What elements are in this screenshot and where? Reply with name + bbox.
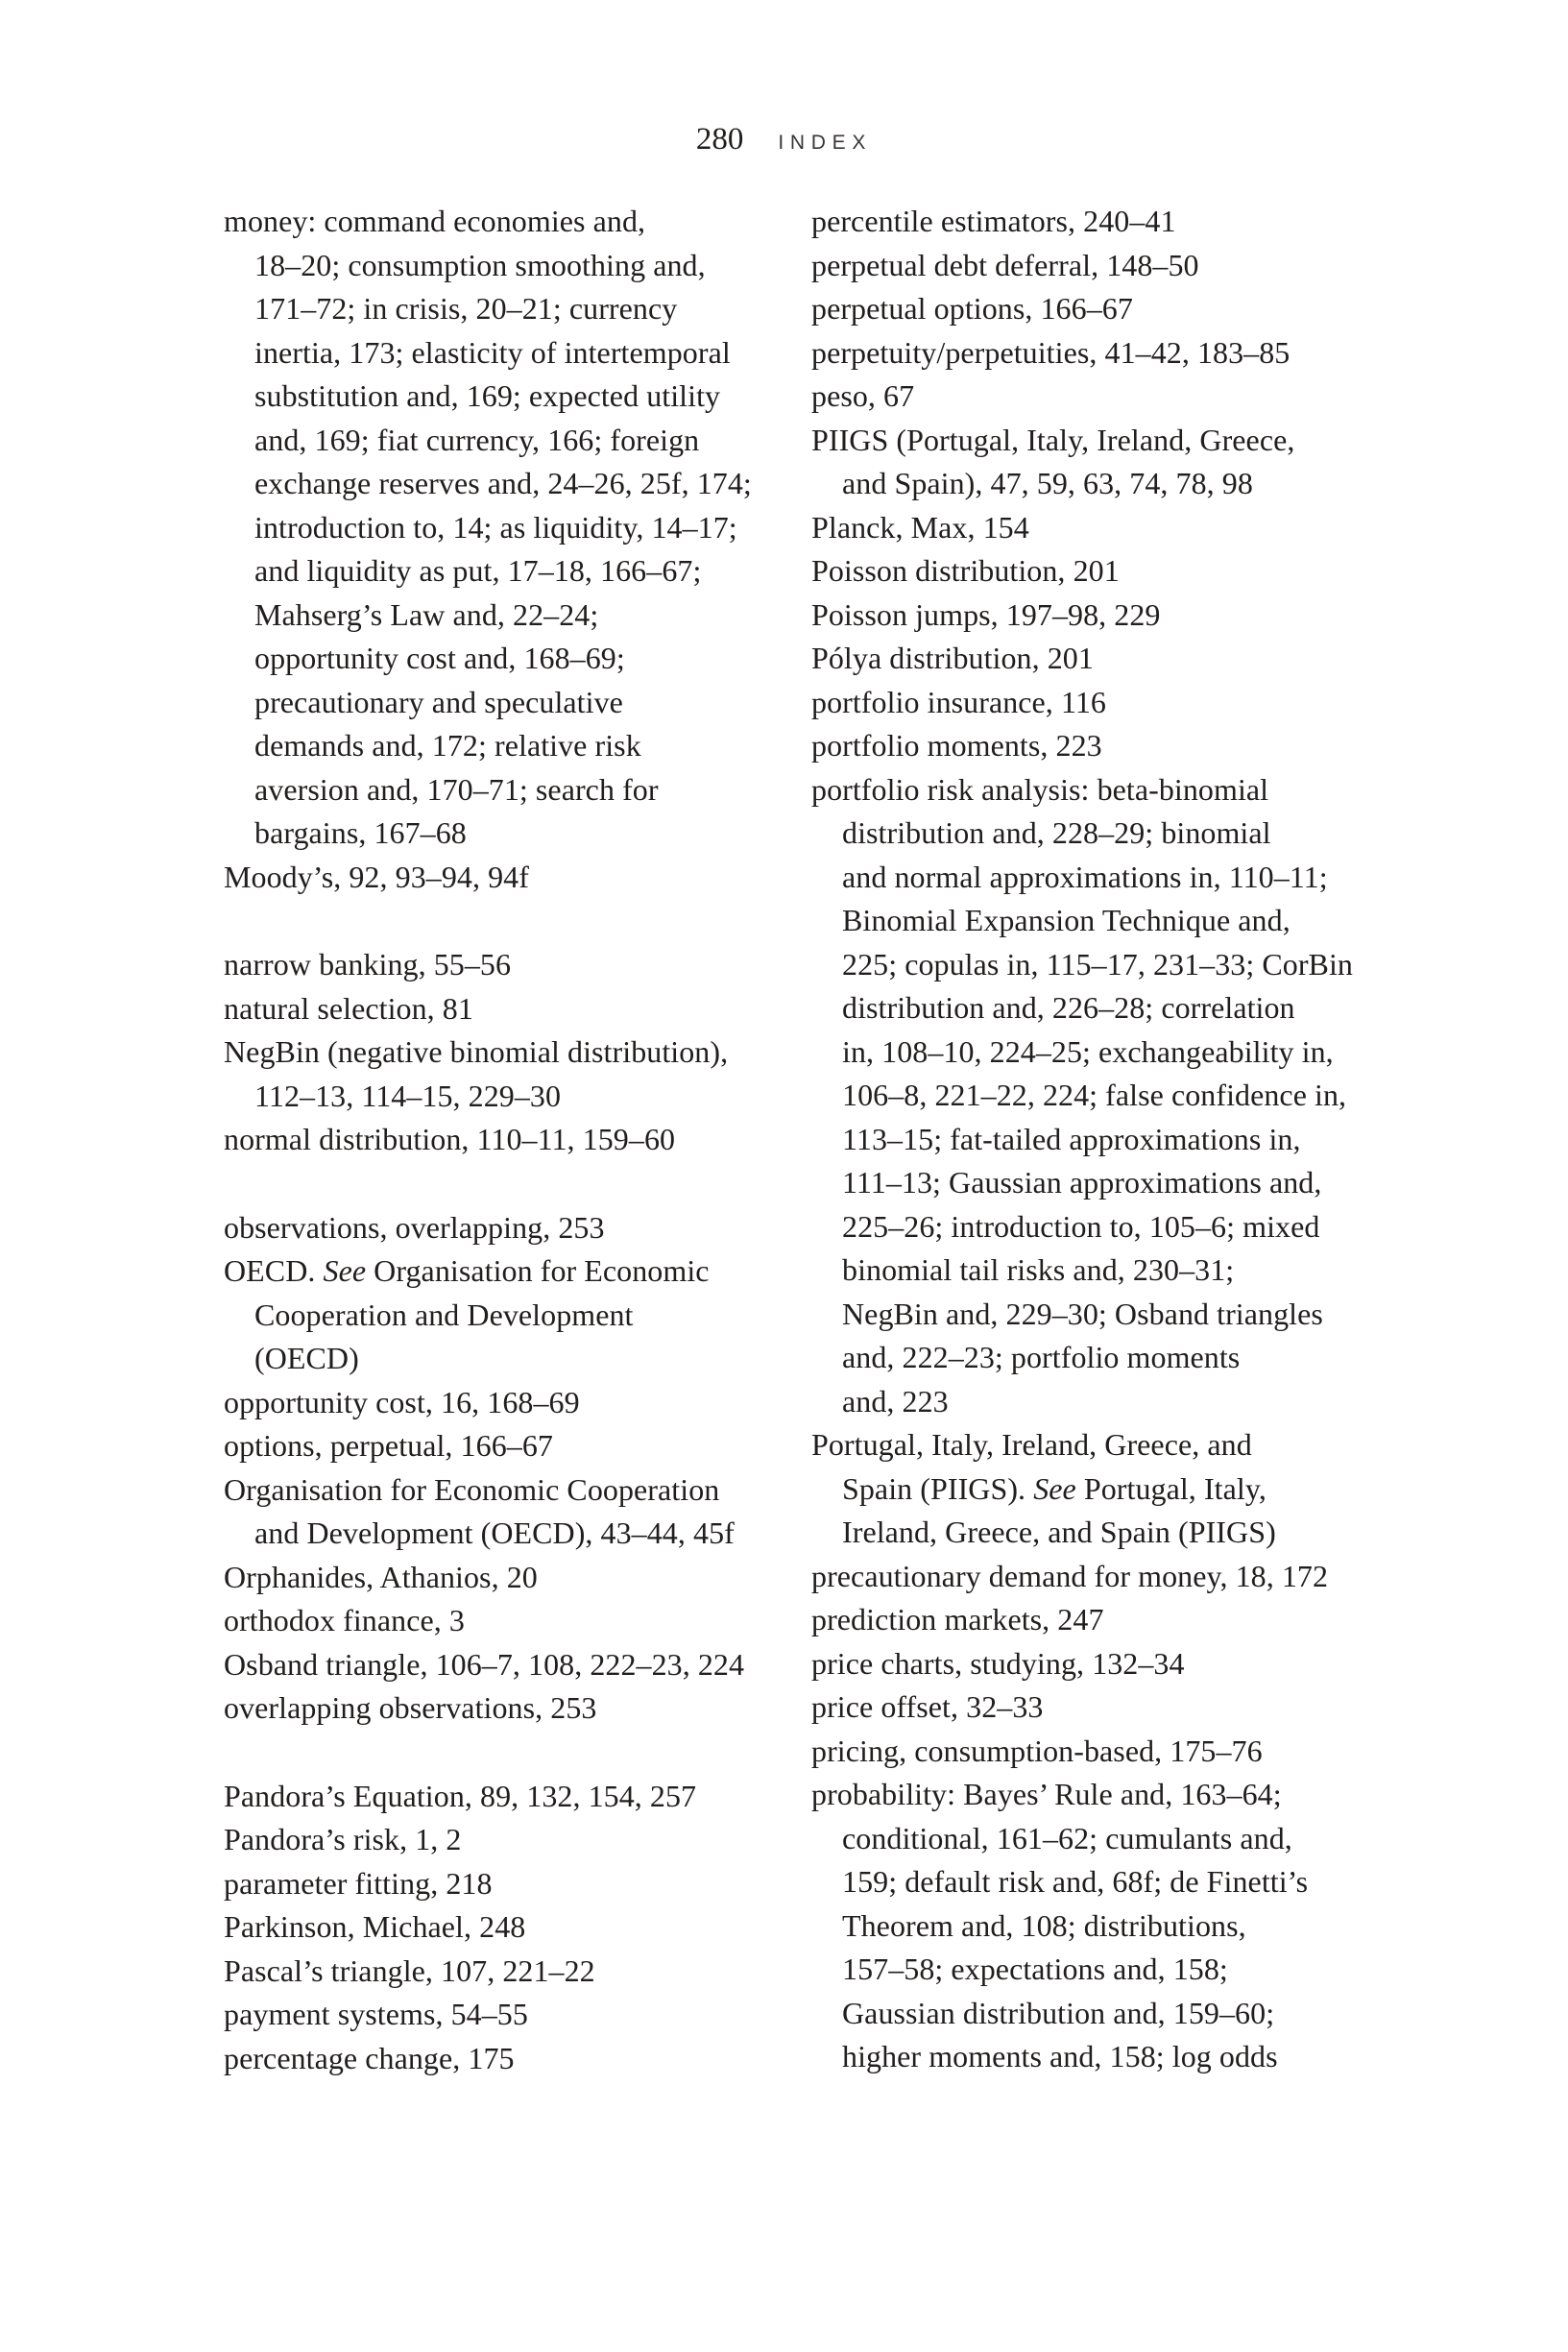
running-head-title: INDEX — [778, 132, 873, 154]
index-line — [811, 1161, 1387, 1205]
index-line — [224, 1599, 800, 1643]
running-head — [0, 124, 1568, 156]
index-line — [224, 1775, 800, 1819]
index-text: Osband triangle, 106–7, 108, 222–23, 224 — [224, 1646, 745, 1682]
index-line — [224, 200, 800, 244]
index-line — [811, 856, 1387, 900]
index-line — [811, 462, 1387, 506]
index-text: NegBin and, 229–30; Osband triangles — [842, 1296, 1323, 1331]
index-text: 113–15; fat-tailed approximations in, — [842, 1121, 1301, 1156]
index-line — [224, 1818, 800, 1862]
index-line — [224, 1468, 800, 1513]
index-line — [224, 375, 800, 419]
index-line — [224, 287, 800, 331]
index-text: precautionary demand for money, 18, 172 — [811, 1558, 1329, 1593]
index-line — [224, 331, 800, 376]
index-text: substitution and, 169; expected utility — [254, 378, 721, 413]
index-text: 225; copulas in, 115–17, 231–33; CorBin — [842, 946, 1353, 982]
index-line — [811, 1992, 1387, 2036]
index-line — [811, 419, 1387, 463]
index-line — [224, 1118, 800, 1162]
index-line — [224, 724, 800, 768]
index-line — [224, 1337, 800, 1381]
index-text: prediction markets, 247 — [811, 1602, 1104, 1637]
index-text: introduction to, 14; as liquidity, 14–17; — [254, 509, 737, 545]
index-line — [224, 549, 800, 594]
index-text: Organisation for Economic Cooperation — [224, 1471, 720, 1507]
index-line — [224, 244, 800, 288]
index-line — [811, 1467, 1387, 1512]
index-text: 225–26; introduction to, 105–6; mixed — [842, 1208, 1320, 1244]
index-text: perpetuity/perpetuities, 41–42, 183–85 — [811, 334, 1291, 370]
index-line — [811, 549, 1387, 594]
index-text: overlapping observations, 253 — [224, 1690, 597, 1725]
index-text: distribution and, 226–28; correlation — [842, 990, 1295, 1025]
index-text: Pólya distribution, 201 — [811, 641, 1094, 675]
index-line — [811, 1423, 1387, 1467]
index-text: Gaussian distribution and, 159–60; — [842, 1995, 1275, 2030]
index-line — [811, 899, 1387, 943]
index-text: Spain (PIIGS). — [842, 1470, 1034, 1506]
index-text: 159; default risk and, 68f; de Finetti’s — [842, 1864, 1309, 1899]
index-text: pricing, consumption-based, 175–76 — [811, 1733, 1263, 1768]
index-line — [224, 594, 800, 638]
index-line — [811, 1205, 1387, 1249]
index-line — [811, 1598, 1387, 1642]
index-line — [811, 1511, 1387, 1555]
index-text: Pandora’s Equation, 89, 132, 154, 257 — [224, 1778, 697, 1813]
index-text: binomial tail risks and, 230–31; — [842, 1252, 1235, 1287]
index-line — [811, 1817, 1387, 1861]
index-group — [224, 1775, 800, 2081]
index-text: Cooperation and Development — [254, 1297, 634, 1332]
index-line — [811, 1031, 1387, 1075]
index-text: Mahserg’s Law and, 22–24; — [254, 596, 599, 632]
index-line — [811, 244, 1387, 288]
index-text: Organisation for Economic — [366, 1253, 710, 1288]
index-line — [811, 637, 1387, 681]
index-line — [224, 1950, 800, 1994]
index-line — [224, 1294, 800, 1338]
index-line — [811, 200, 1387, 244]
index-line — [224, 419, 800, 463]
index-text: 112–13, 114–15, 229–30 — [254, 1078, 562, 1113]
index-text: inertia, 173; elasticity of intertemporal — [254, 334, 731, 370]
index-text: 111–13; Gaussian approximations and, — [842, 1165, 1322, 1200]
right-column — [811, 200, 1387, 2079]
index-text: OECD. — [224, 1253, 324, 1288]
index-text: Parkinson, Michael, 248 — [224, 1909, 526, 1944]
index-line — [224, 462, 800, 506]
index-line — [811, 943, 1387, 987]
index-line — [224, 1905, 800, 1950]
index-line — [224, 1381, 800, 1425]
index-text: percentile estimators, 240–41 — [811, 204, 1176, 238]
index-line — [811, 1555, 1387, 1599]
index-line — [811, 1380, 1387, 1424]
index-text: options, perpetual, 166–67 — [224, 1428, 553, 1463]
index-text: demands and, 172; relative risk — [254, 728, 641, 763]
index-line — [811, 724, 1387, 768]
index-line — [811, 1118, 1387, 1162]
index-text: opportunity cost and, 168–69; — [254, 641, 625, 675]
index-group — [224, 200, 800, 899]
index-line — [811, 331, 1387, 376]
index-text: and liquidity as put, 17–18, 166–67; — [254, 553, 702, 588]
index-text: Binomial Expansion Technique and, — [842, 903, 1291, 937]
index-line — [811, 1948, 1387, 1992]
index-text: (OECD) — [254, 1341, 359, 1375]
index-line — [811, 1074, 1387, 1118]
index-line — [224, 2037, 800, 2081]
index-text: Planck, Max, 154 — [811, 509, 1029, 545]
index-group — [224, 1206, 800, 1731]
page-number: 280 — [695, 122, 744, 157]
index-text: natural selection, 81 — [224, 990, 473, 1026]
index-line — [224, 812, 800, 856]
index-text: and normal approximations in, 110–11; — [842, 859, 1328, 894]
index-text: probability: Bayes’ Rule and, 163–64; — [811, 1777, 1282, 1811]
index-text: Poisson jumps, 197–98, 229 — [811, 596, 1161, 632]
index-line — [224, 768, 800, 812]
index-text: higher moments and, 158; log odds — [842, 2039, 1278, 2073]
index-text: perpetual options, 166–67 — [811, 291, 1133, 326]
index-text: PIIGS (Portugal, Italy, Ireland, Greece, — [811, 422, 1295, 457]
index-line — [224, 987, 800, 1031]
index-text: conditional, 161–62; cumulants and, — [842, 1820, 1292, 1855]
see-reference: See — [323, 1253, 367, 1288]
index-line — [224, 943, 800, 987]
index-line — [224, 506, 800, 550]
index-text: bargains, 167–68 — [254, 815, 467, 850]
index-text: observations, overlapping, 253 — [224, 1209, 605, 1245]
index-text: aversion and, 170–71; search for — [254, 771, 659, 807]
index-text: and, 223 — [842, 1383, 949, 1418]
index-text: Portugal, Italy, — [1075, 1470, 1266, 1506]
index-text: precautionary and speculative — [254, 684, 623, 719]
left-column — [224, 200, 800, 2080]
index-line — [224, 1556, 800, 1600]
index-line — [224, 1512, 800, 1556]
index-line — [811, 1336, 1387, 1380]
index-text: portfolio insurance, 116 — [811, 684, 1106, 719]
index-line — [811, 1904, 1387, 1949]
index-text: narrow banking, 55–56 — [224, 947, 512, 982]
index-line — [224, 1075, 800, 1119]
index-line — [811, 1730, 1387, 1774]
index-text: payment systems, 54–55 — [224, 1997, 528, 2031]
index-line — [224, 1862, 800, 1906]
index-text: money: command economies and, — [224, 204, 646, 238]
index-line — [811, 681, 1387, 725]
index-line — [224, 1643, 800, 1687]
index-text: Orphanides, Athanios, 20 — [224, 1559, 538, 1594]
index-text: 171–72; in crisis, 20–21; currency — [254, 291, 678, 326]
index-text: and Development (OECD), 43–44, 45f — [254, 1515, 735, 1550]
index-text: Ireland, Greece, and Spain (PIIGS) — [842, 1515, 1276, 1549]
index-text: 157–58; expectations and, 158; — [842, 1952, 1228, 1986]
index-text: peso, 67 — [811, 378, 915, 413]
index-text: and Spain), 47, 59, 63, 74, 78, 98 — [842, 466, 1253, 500]
index-line — [811, 594, 1387, 638]
index-text: portfolio risk analysis: beta-binomial — [811, 771, 1269, 807]
index-line — [224, 856, 800, 900]
index-line — [224, 637, 800, 681]
index-text: distribution and, 228–29; binomial — [842, 815, 1271, 850]
index-text: and, 222–23; portfolio moments — [842, 1340, 1241, 1374]
index-line — [811, 1249, 1387, 1293]
index-text: Pandora’s risk, 1, 2 — [224, 1822, 462, 1856]
index-text: Portugal, Italy, Ireland, Greece, and — [811, 1427, 1252, 1462]
index-text: exchange reserves and, 24–26, 25f, 174; — [254, 466, 752, 500]
index-line — [811, 506, 1387, 550]
index-text: in, 108–10, 224–25; exchangeability in, — [842, 1033, 1334, 1069]
index-line — [811, 1642, 1387, 1686]
index-line — [811, 375, 1387, 419]
index-line — [811, 986, 1387, 1031]
index-line — [811, 812, 1387, 856]
index-text: 106–8, 221–22, 224; false confidence in, — [842, 1078, 1347, 1112]
index-text: opportunity cost, 16, 168–69 — [224, 1384, 580, 1419]
index-line — [811, 287, 1387, 331]
index-text: perpetual debt deferral, 148–50 — [811, 247, 1199, 282]
index-line — [224, 1206, 800, 1250]
index-text: and, 169; fiat currency, 166; foreign — [254, 422, 700, 457]
index-text: price offset, 32–33 — [811, 1689, 1044, 1724]
index-line — [811, 1685, 1387, 1730]
index-line — [811, 768, 1387, 812]
index-text: Poisson distribution, 201 — [811, 553, 1120, 588]
index-text: parameter fitting, 218 — [224, 1865, 493, 1901]
see-reference: See — [1033, 1470, 1076, 1506]
index-line — [224, 681, 800, 725]
index-text: portfolio moments, 223 — [811, 728, 1102, 763]
index-text: Theorem and, 108; distributions, — [842, 1907, 1246, 1943]
index-text: 18–20; consumption smoothing and, — [254, 247, 706, 282]
index-group — [811, 200, 1387, 2079]
index-text: Moody’s, 92, 93–94, 94f — [224, 859, 529, 894]
index-text: orthodox finance, 3 — [224, 1603, 465, 1637]
index-group — [224, 943, 800, 1162]
index-line — [224, 1031, 800, 1075]
index-line — [811, 2035, 1387, 2079]
index-line — [224, 1249, 800, 1294]
index-text: NegBin (negative binomial distribution), — [224, 1034, 729, 1069]
index-line — [811, 1860, 1387, 1904]
index-line — [224, 1993, 800, 2037]
index-line — [224, 1686, 800, 1731]
index-line — [224, 1424, 800, 1468]
index-text: percentage change, 175 — [224, 2040, 515, 2075]
index-text: Pascal’s triangle, 107, 221–22 — [224, 1952, 595, 1988]
index-text: price charts, studying, 132–34 — [811, 1645, 1185, 1681]
index-text: normal distribution, 110–11, 159–60 — [224, 1122, 676, 1156]
index-line — [811, 1293, 1387, 1337]
index-line — [811, 1773, 1387, 1817]
